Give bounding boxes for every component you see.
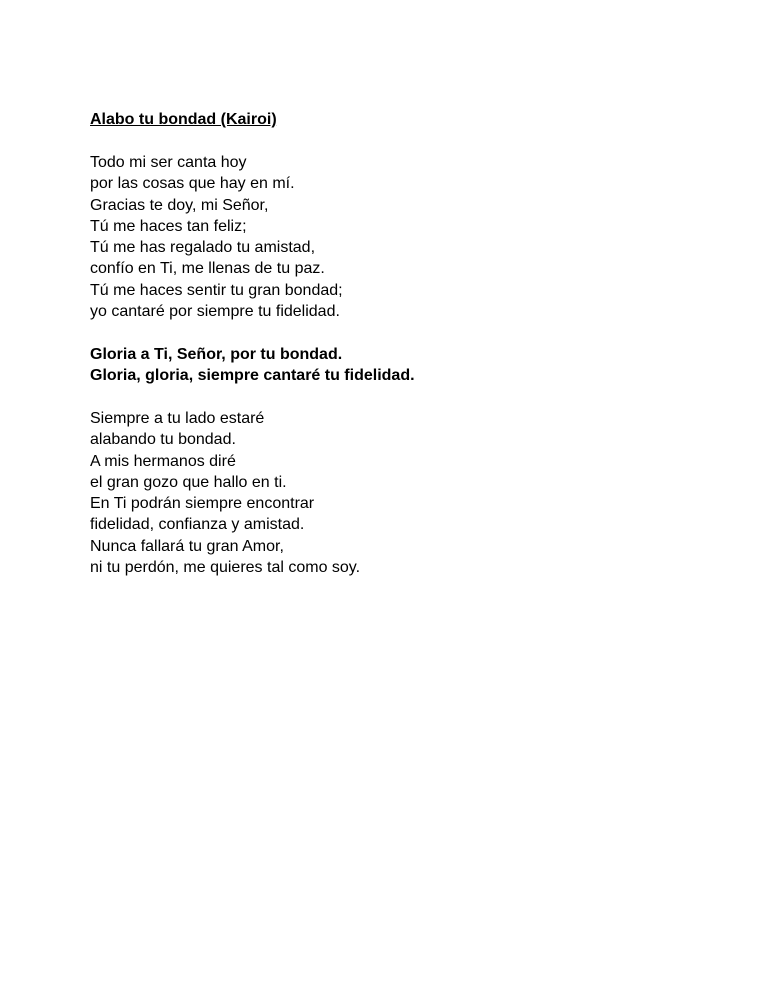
verse-1 [90, 152, 343, 322]
verse-line: Siempre a tu lado estaré [90, 410, 265, 427]
verse-2 [90, 408, 360, 578]
verse-line: por las cosas que hay en mí. [90, 175, 295, 193]
verse-line: Tú me haces tan feliz; [90, 217, 247, 235]
verse-line: alabando tu bondad. [90, 431, 236, 449]
verse-line: confío en Ti, me llenas de tu paz. [90, 260, 325, 278]
verse-line: Tú me haces sentir tu gran bondad; [90, 281, 343, 299]
verse-line: En Ti podrán siempre encontrar [90, 495, 315, 513]
verse-line: el gran gozo que hallo en ti. [90, 473, 287, 491]
chorus [90, 344, 415, 387]
song-title: Alabo tu bondad (Kairoi) [90, 111, 277, 128]
chorus-line: Gloria, gloria, siempre cantaré tu fidelidad. [90, 367, 415, 385]
verse-line: ni tu perdón, me quieres tal como soy. [90, 559, 361, 577]
verse-line: fidelidad, confianza y amistad. [90, 516, 305, 534]
chorus-line: Gloria a Ti, Señor, por tu bondad. [90, 346, 343, 363]
verse-line: yo cantaré por siempre tu fidelidad. [90, 303, 340, 321]
verse-line: Gracias te doy, mi Señor, [90, 196, 269, 214]
verse-line: Nunca fallará tu gran Amor, [90, 537, 284, 555]
verse-line: Todo mi ser canta hoy [90, 154, 247, 171]
verse-line: Tú me has regalado tu amistad, [90, 239, 316, 257]
verse-line: A mis hermanos diré [90, 452, 236, 470]
